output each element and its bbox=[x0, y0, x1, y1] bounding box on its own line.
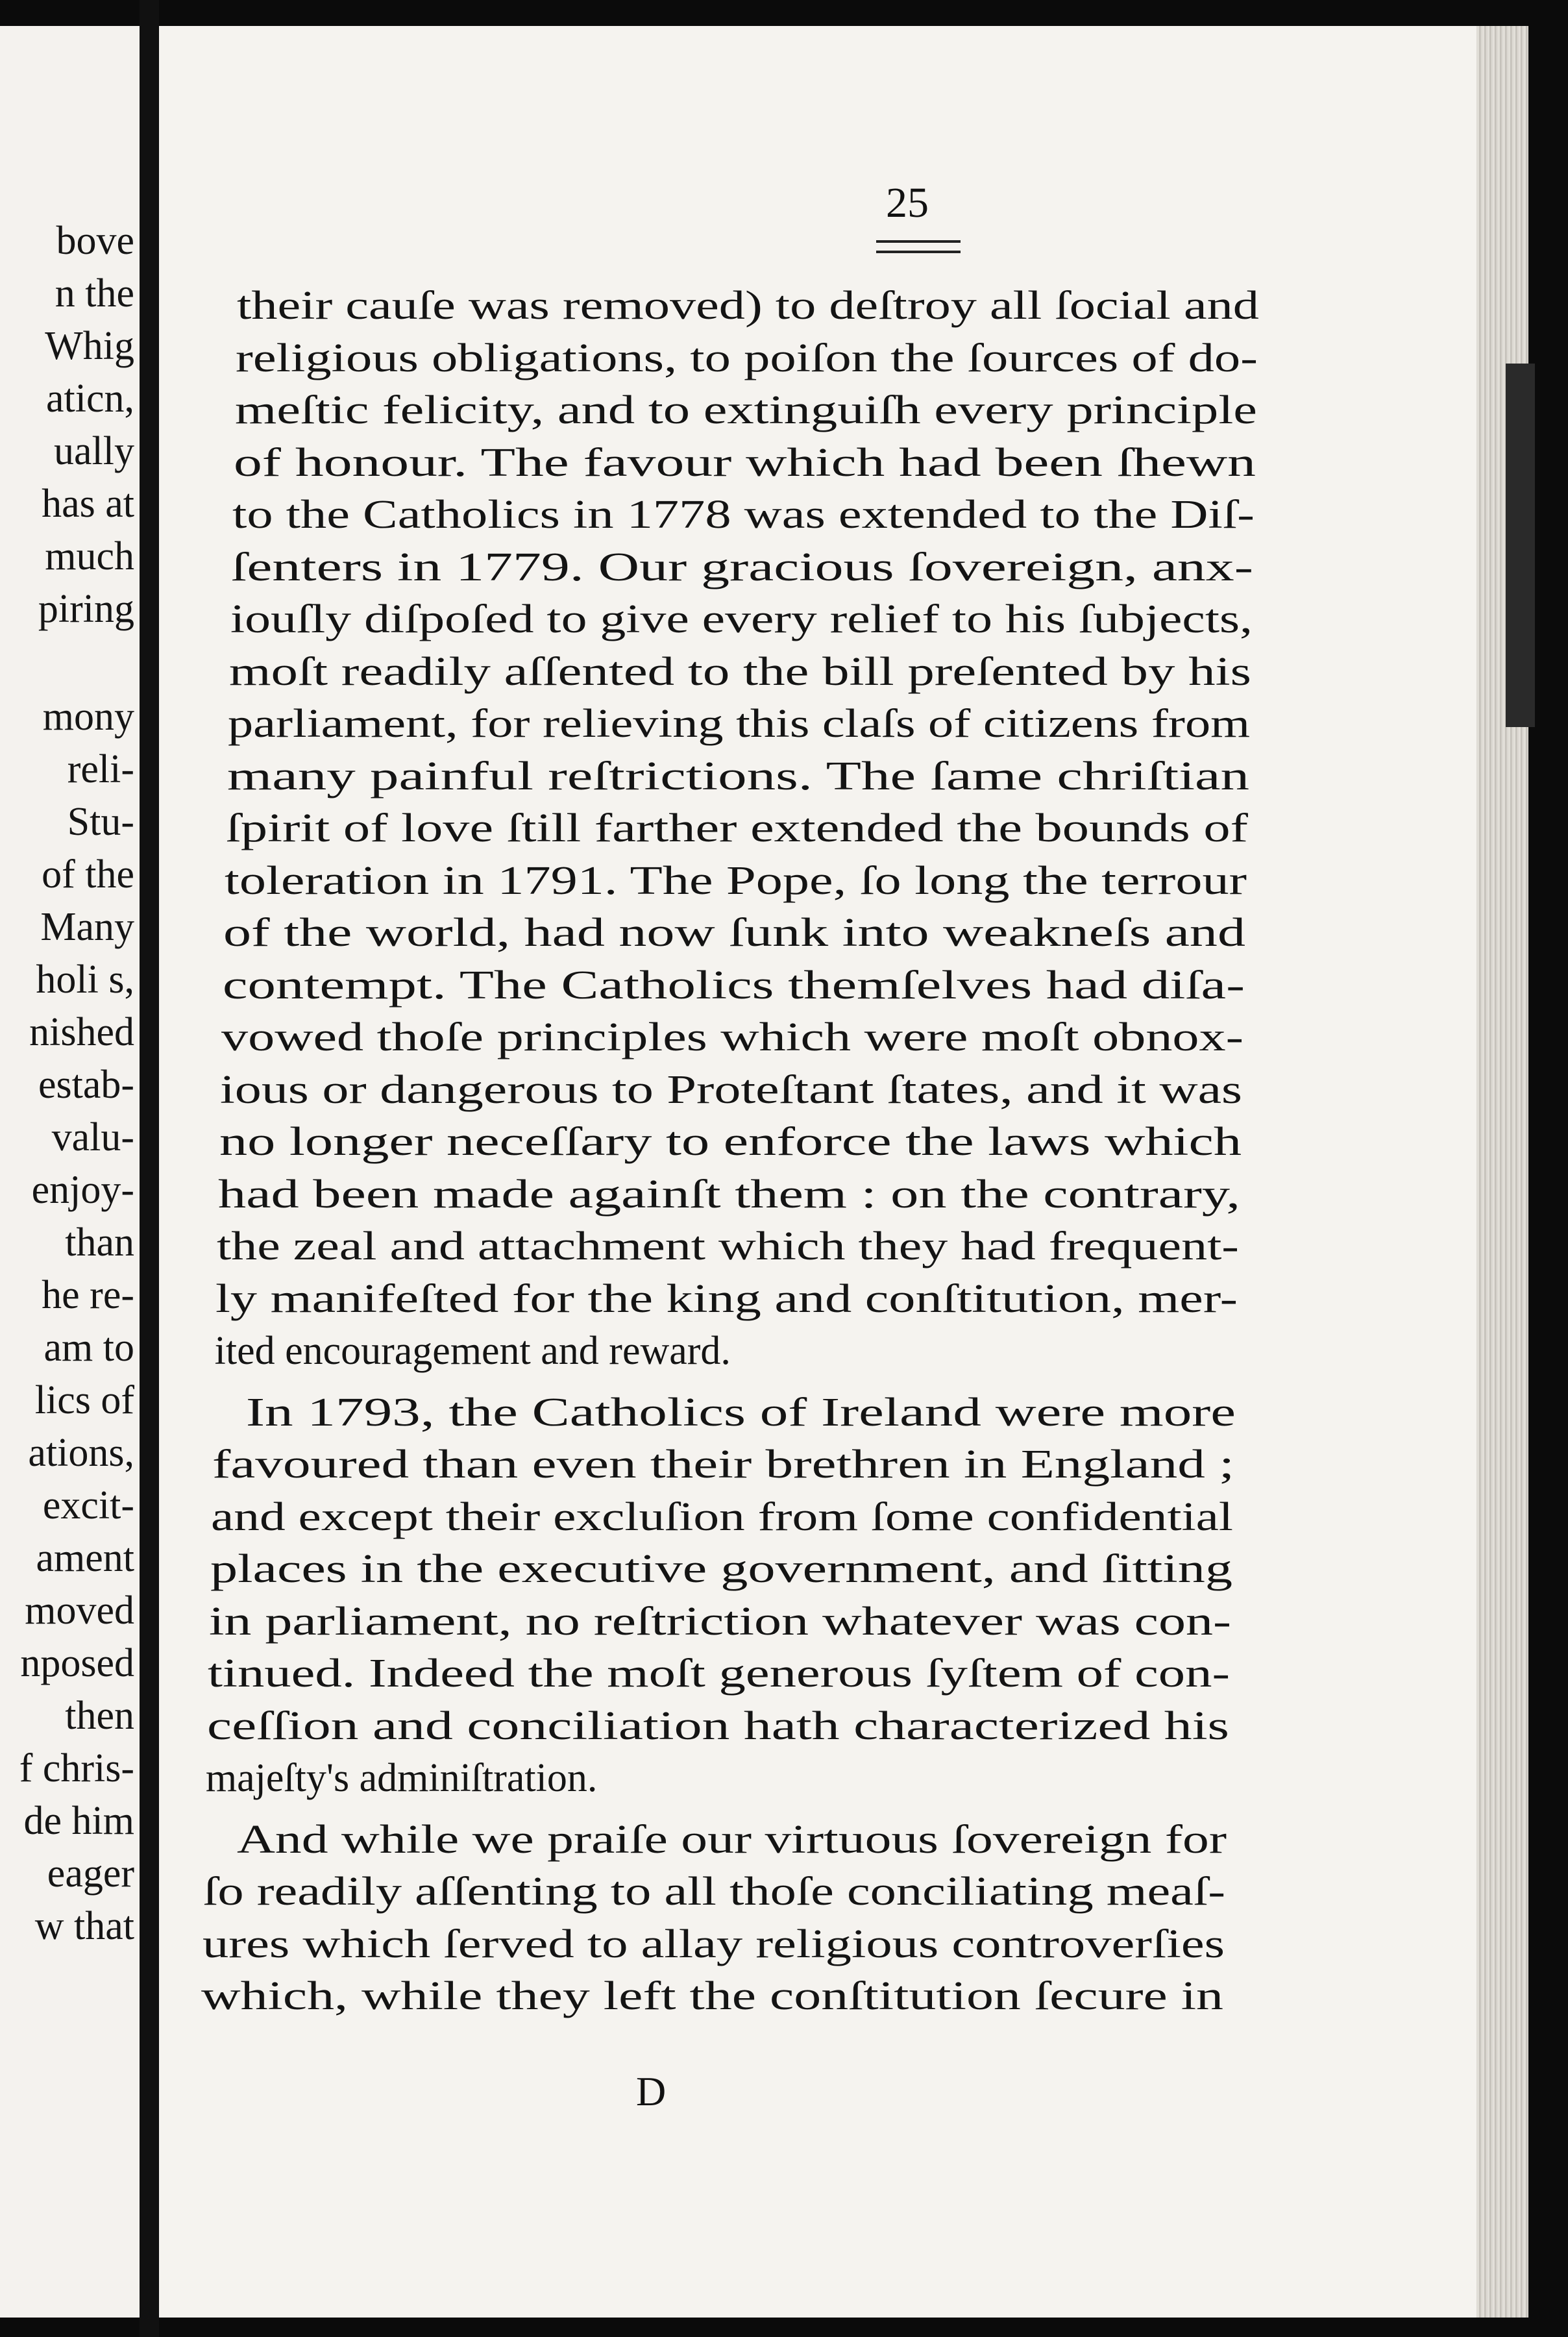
left-page-fragment-line: then bbox=[65, 1694, 134, 1738]
text-line: ſo readily aſſenting to all thoſe conciliating meaſ- bbox=[203, 1870, 1226, 1914]
text-line: to the Catholics in 1778 was extended to the Diſ- bbox=[232, 493, 1255, 537]
text-line: ceſſion and conciliation hath characterized his bbox=[206, 1703, 1229, 1748]
left-page-fragment-line: excit- bbox=[42, 1483, 134, 1527]
left-page-fragment-line: Stu- bbox=[67, 800, 134, 844]
left-page-fragment-line: enjoy- bbox=[31, 1168, 134, 1212]
text-line: contempt. The Catholics themſelves had diſa- bbox=[222, 963, 1245, 1008]
left-page-fragment-line: f chris- bbox=[19, 1746, 134, 1790]
left-page-fragment-line: reli- bbox=[67, 747, 134, 791]
left-page-fragment-line: de him bbox=[23, 1799, 134, 1843]
page-number: 25 bbox=[886, 179, 929, 227]
text-line: toleration in 1791. The Pope, ſo long the terrour bbox=[225, 858, 1247, 903]
left-page-fragment-line: valu- bbox=[51, 1115, 134, 1159]
left-page-fragment-line: he re- bbox=[42, 1273, 134, 1317]
body-text bbox=[159, 26, 1476, 2318]
text-line: ited encouragement and reward. bbox=[214, 1329, 731, 1373]
left-page-fragment-line: w that bbox=[34, 1904, 134, 1948]
text-line: no longer neceſſary to enforce the laws which bbox=[219, 1120, 1242, 1164]
text-line: parliament, for relieving this claſs of citizens from bbox=[228, 702, 1251, 746]
left-page-fragment-line: mony bbox=[42, 695, 134, 739]
text-line: tinued. Indeed the moſt generous ſyſtem of con- bbox=[208, 1651, 1231, 1696]
previous-page-fragment bbox=[0, 26, 140, 2318]
text-line: ures which ſerved to allay religious controverſies bbox=[202, 1922, 1225, 1966]
text-line: moſt readily aſſented to the bill preſented by his bbox=[228, 649, 1251, 694]
text-line: and except their excluſion from ſome confidential bbox=[211, 1494, 1234, 1539]
left-page-fragment-line: Many bbox=[40, 905, 134, 949]
left-page-fragment-line: bove bbox=[56, 219, 134, 263]
text-line: many painful reſtrictions. The ſame chriſtian bbox=[227, 754, 1249, 798]
left-page-fragment-line: estab- bbox=[38, 1063, 134, 1107]
text-line: ly manifeſted for the king and conſtitution, mer- bbox=[215, 1276, 1238, 1321]
text-line: favoured than even their brethren in England ; bbox=[212, 1442, 1235, 1487]
signature-mark: D bbox=[636, 2068, 667, 2114]
left-page-fragment-line: eager bbox=[47, 1851, 134, 1896]
left-page-fragment-line: piring bbox=[38, 587, 134, 631]
left-page-fragment-line: of the bbox=[42, 852, 134, 896]
text-line: In 1793, the Catholics of Ireland were more bbox=[245, 1390, 1236, 1435]
left-page-fragment-line: has at bbox=[42, 482, 134, 526]
left-page-fragment-line: ament bbox=[36, 1536, 134, 1580]
left-page-fragment-line: nished bbox=[29, 1010, 134, 1054]
left-page-fragment-line: holi s, bbox=[36, 958, 134, 1002]
left-page-fragment-line: ually bbox=[54, 429, 134, 473]
text-line: their cauſe was removed) to deſtroy all ſocial and bbox=[237, 284, 1259, 328]
book-page bbox=[159, 26, 1476, 2318]
text-line: vowed thoſe principles which were moſt obnox- bbox=[221, 1015, 1243, 1059]
left-page-fragment-line: moved bbox=[25, 1589, 134, 1633]
text-line: of honour. The favour which had been ſhewn bbox=[233, 440, 1256, 485]
text-line: And while we praiſe our virtuous ſovereign for bbox=[237, 1817, 1227, 1862]
page-edge-shadow bbox=[1506, 364, 1535, 727]
text-line: ſpirit of love ſtill farther extended the bounds of bbox=[225, 806, 1248, 850]
text-line: ſenters in 1779. Our gracious ſovereign, anx- bbox=[231, 545, 1254, 589]
text-line: meſtic felicity, and to extinguiſh every principle bbox=[234, 388, 1257, 432]
left-page-fragment-line: nposed bbox=[20, 1641, 134, 1685]
left-page-fragment-line: much bbox=[45, 534, 134, 578]
left-page-fragment-line: n the bbox=[55, 271, 134, 315]
left-page-fragment-line: ations, bbox=[28, 1431, 134, 1475]
book-gutter bbox=[140, 0, 159, 2337]
text-line: ious or dangerous to Proteſtant ſtates, and it was bbox=[220, 1067, 1243, 1112]
text-line: which, while they left the conſtitution ſecure in bbox=[201, 1974, 1223, 2018]
left-page-fragment-line: am to bbox=[43, 1326, 134, 1370]
text-line: the zeal and attachment which they had frequent- bbox=[217, 1224, 1240, 1268]
text-line: places in the executive government, and ſitting bbox=[210, 1547, 1232, 1591]
text-line: religious obligations, to poiſon the ſources of do- bbox=[236, 336, 1258, 380]
text-line: majeſty's adminiſtration. bbox=[205, 1756, 598, 1800]
text-line: of the world, had now ſunk into weakneſs and bbox=[223, 911, 1246, 955]
text-line: iouſly diſpoſed to give every relief to his ſubjects, bbox=[230, 597, 1253, 641]
text-line: in parliament, no reſtriction whatever was con- bbox=[209, 1599, 1231, 1644]
text-line: had been made againſt them : on the contrary, bbox=[217, 1172, 1240, 1217]
left-page-fragment-line: Whig bbox=[45, 324, 134, 368]
left-page-fragment-line: than bbox=[65, 1220, 134, 1265]
left-page-fragment-line: aticn, bbox=[46, 377, 134, 421]
left-page-fragment-line: lics of bbox=[34, 1378, 134, 1422]
